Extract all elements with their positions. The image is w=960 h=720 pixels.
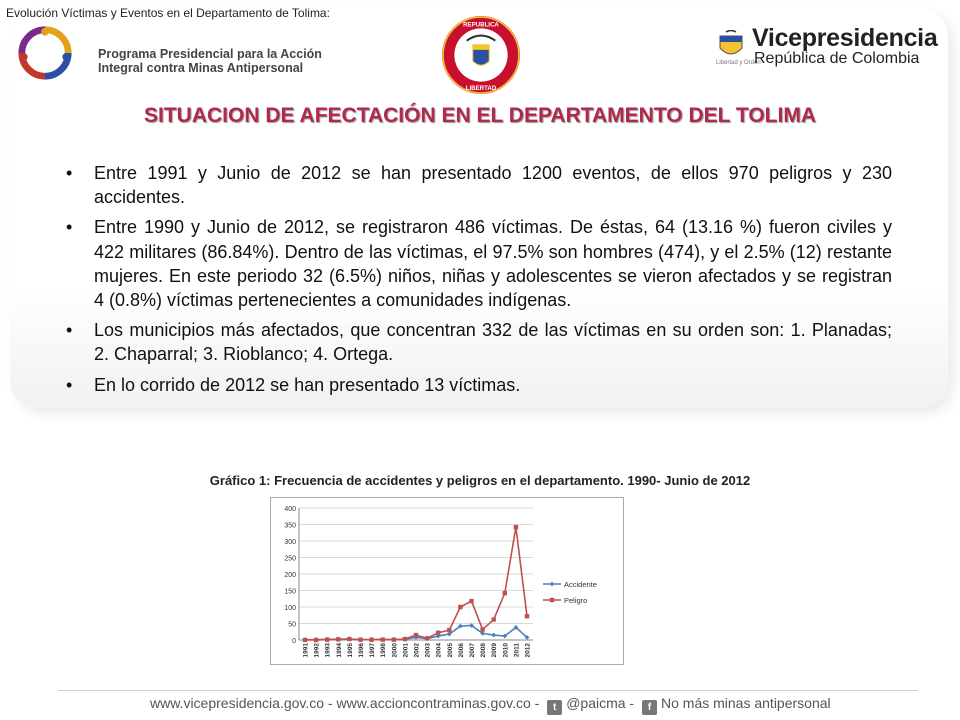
x-tick-label: 2010 (502, 643, 510, 658)
y-tick-label: 400 (284, 506, 296, 513)
y-tick-label: 350 (284, 522, 296, 530)
legend-label: Peligro (564, 596, 588, 605)
y-tick-label: 0 (292, 638, 296, 645)
top-note: Evolución Víctimas y Eventos en el Departamento de Tolima: (6, 6, 330, 20)
chart-caption: Gráfico 1: Frecuencia de accidentes y peligros en el departamento. 1990- Junio de 2012 (209, 473, 751, 488)
data-point (303, 638, 307, 642)
vp-motto: Libertad y Orden (716, 60, 761, 66)
data-point (525, 614, 529, 618)
data-point (347, 637, 351, 641)
footer-links[interactable]: www.vicepresidencia.gov.co - www.accioncontraminas.gov.co - (150, 695, 540, 711)
footer (150, 695, 831, 715)
chart-svg (271, 498, 623, 664)
x-tick-label: 2006 (457, 643, 465, 658)
x-tick-label: 2009 (491, 643, 499, 658)
x-tick-label: 1995 (346, 643, 354, 658)
data-point (425, 636, 429, 640)
colombia-seal-icon (440, 14, 522, 96)
data-point (503, 591, 507, 595)
x-tick-label: 1996 (358, 643, 365, 658)
x-tick-label: 1994 (335, 643, 343, 658)
bullet-item: • Entre 1990 y Junio de 2012, se registraron 486 víctimas. De éstas, 64 (13.16 %) fueron civiles y 422 militares (86.84%). Dentro de las víctimas, el 97.5% son hombres (474), y el 2.5% (12) restante mujeres. En este periodo 32 (6.5%) niños, niñas y adolescentes se vieron afectados y se registran 4 (0.8%) víctimas pertenecientes a comunidades indígenas. (64, 215, 892, 312)
bullet-item: • Los municipios más afectados, que concentran 332 de las víctimas en su orden son: 1. Planadas; 2. Chaparral; 3. Rioblanco; 4. Ortega. (64, 318, 892, 366)
footer-twitter[interactable]: @paicma - (566, 695, 635, 711)
y-tick-label: 300 (284, 539, 296, 546)
x-tick-label: 2004 (435, 643, 443, 658)
data-point (414, 633, 418, 637)
data-point (314, 638, 318, 642)
x-tick-label: 2012 (524, 643, 532, 658)
data-point (369, 637, 373, 641)
x-tick-label: 2001 (402, 643, 410, 658)
footer-divider (58, 690, 918, 691)
program-name (98, 47, 322, 75)
vicepresidencia-shield-icon (716, 30, 746, 60)
data-point (458, 605, 462, 609)
data-point (325, 637, 329, 641)
data-point (514, 525, 518, 529)
bullet-item: • Entre 1991 y Junio de 2012 se han presentado 1200 eventos, de ellos 970 peligros y 230 accidentes. (64, 161, 892, 209)
bullet-item: • En lo corrido de 2012 se han presentado 13 víctimas. (64, 373, 892, 397)
x-tick-label: 2011 (513, 643, 521, 658)
vp-country: República de Colombia (754, 50, 920, 67)
data-point (381, 637, 385, 641)
x-tick-label: 1998 (380, 643, 388, 658)
data-point (358, 637, 362, 641)
data-point (480, 627, 484, 631)
paicma-logo-icon (16, 24, 74, 82)
x-tick-label: 1993 (324, 643, 332, 658)
x-tick-label: 2008 (480, 643, 488, 658)
program-line-2: Integral contra Minas Antipersonal (98, 61, 304, 75)
data-point (491, 633, 496, 638)
data-point (403, 637, 407, 641)
data-point (436, 631, 440, 635)
x-tick-label: 1991 (302, 643, 310, 658)
data-point (492, 617, 496, 621)
legend-label: Accidente (564, 580, 597, 589)
y-tick-label: 50 (288, 621, 296, 629)
data-point (336, 637, 340, 641)
x-tick-label: 1997 (369, 643, 377, 658)
data-point (447, 628, 451, 632)
data-point (469, 599, 473, 603)
y-tick-label: 200 (284, 572, 296, 579)
x-tick-label: 2000 (391, 643, 399, 658)
program-line-1: Programa Presidencial para la Acción (98, 47, 322, 61)
svg-text:LIBERTAD: LIBERTAD (465, 84, 497, 92)
bullet-list (64, 161, 892, 403)
y-tick-label: 100 (284, 605, 296, 612)
facebook-icon: f (642, 700, 657, 715)
x-tick-label: 2007 (469, 643, 476, 658)
legend-marker (550, 582, 555, 587)
y-tick-label: 250 (284, 555, 296, 563)
x-tick-label: 2003 (424, 643, 432, 658)
footer-facebook[interactable]: No más minas antipersonal (661, 695, 831, 711)
twitter-icon: t (547, 700, 562, 715)
line-chart (270, 497, 624, 665)
x-tick-label: 1992 (313, 643, 321, 658)
svg-text:REPUBLICA: REPUBLICA (463, 21, 499, 29)
y-tick-label: 150 (284, 588, 296, 596)
page-title: SITUACION DE AFECTACIÓN EN EL DEPARTAMENTO DEL TOLIMA (143, 104, 817, 127)
legend-marker (550, 598, 554, 602)
x-tick-label: 2002 (413, 643, 421, 658)
vp-title: Vicepresidencia (752, 24, 938, 52)
data-point (392, 637, 396, 641)
x-tick-label: 2005 (446, 643, 454, 658)
